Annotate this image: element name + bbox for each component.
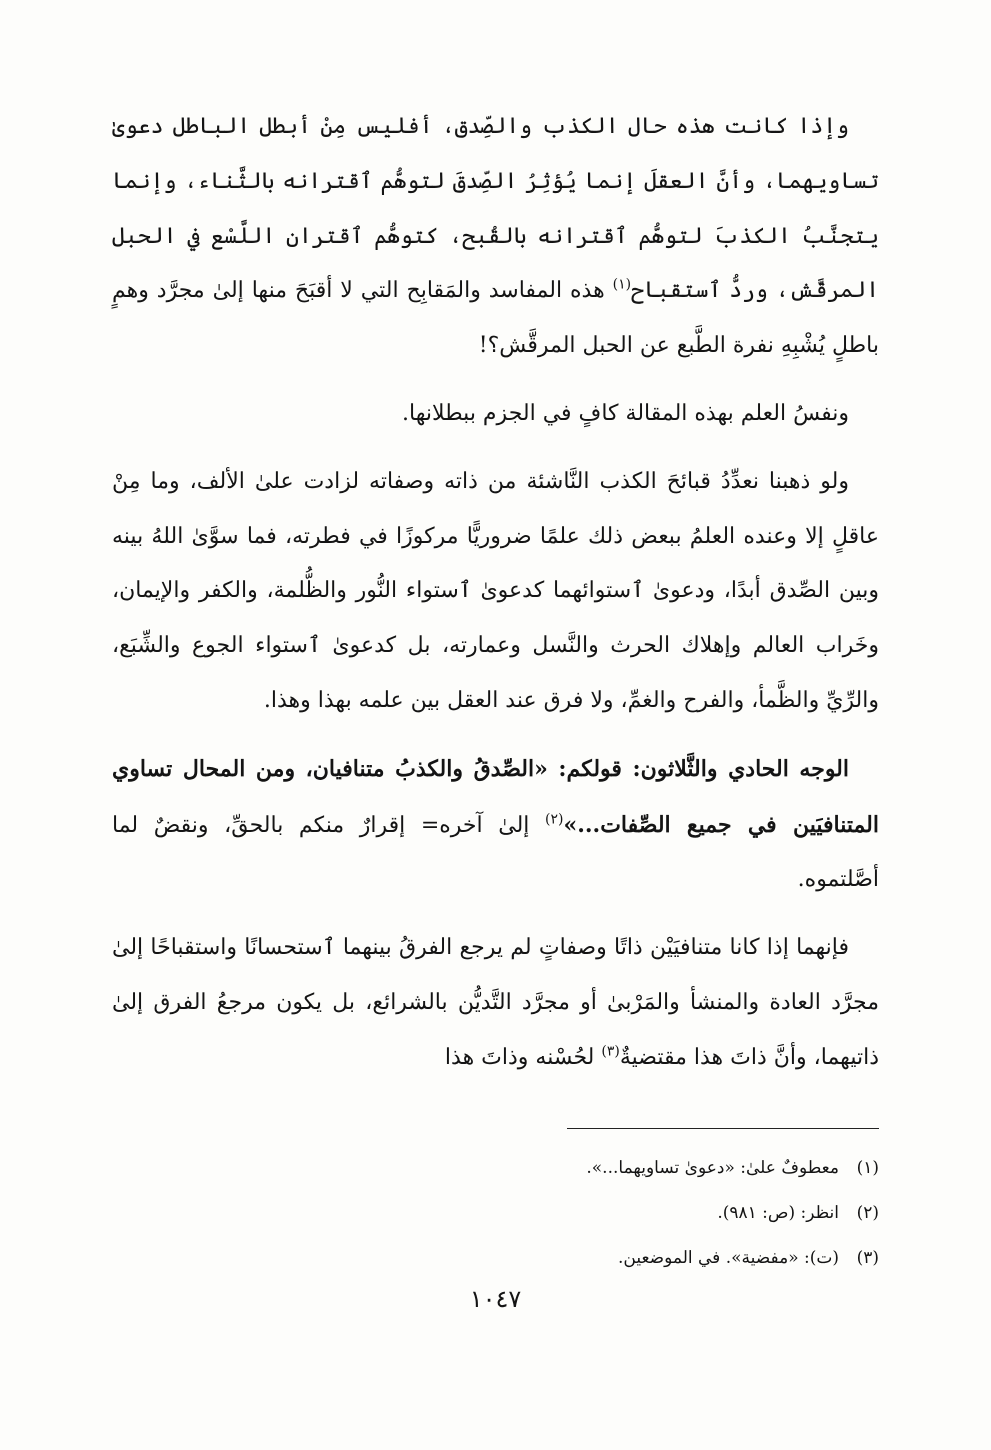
paragraph-2: ونفسُ العلم بهذه المقالة كافٍ في الجزم ببطلانها.	[402, 400, 849, 426]
main-text	[112, 100, 879, 1086]
footnote-number: (١)	[856, 1158, 879, 1178]
paragraph-5-text-cont: لحُسْنه وذاتَ هذا	[444, 1044, 602, 1070]
footnote-number: (٣)	[856, 1248, 879, 1268]
paragraph-1-text-cont: هذه المفاسد والمَقابِح التي لا أقبَحَ منها إلىٰ مجرَّد وهمٍ باطلٍ يُشْبِهِ نفرة الطَّبع عن الحبل المرقَّش؟!	[112, 278, 879, 359]
footnotes	[112, 1146, 879, 1281]
footnote-ref-2[interactable]: (٢)	[545, 811, 564, 828]
section-heading: الوجه الحادي والثَّلاثون: قولكم: «الصِّدقُ والكذبُ متنافيان، ومن المحال تساوي المتنافيَين في جميع الصِّفات...»	[112, 755, 879, 838]
paragraph-5	[112, 921, 879, 1085]
paragraph-1-text: وإذا كانت هذه حال الكذب والصِّدق، أفليس مِنْ أبطل الباطل دعوىٰ تساويهما، وأنَّ العقلَ إنما يُؤثِرُ الصِّدقَ لتوهُّم ٱقترانه بالثَّناء، وإنما يتجنَّبُ الكذبَ لتوهُّم ٱقترانه بالقُبح، كتوهُّم ٱقتران اللَّسْع في الحبل المرقَّش، وردُّ ٱستقباح	[112, 114, 879, 304]
footnote-1	[112, 1146, 879, 1191]
paragraph-1	[112, 100, 879, 374]
footnote-3	[112, 1236, 879, 1281]
paragraph-4	[112, 742, 879, 908]
paragraph-5-text: فإنهما إذا كانا متنافيَيْن ذاتًا وصفاتٍ لم يرجع الفرقُ بينهما ٱستحسانًا واستقباحًا إلىٰ مجرَّد العادة والمنشأ والمَرْبىٰ أو مجرَّد التَّديُّن بالشرائع، بل يكون مرجعُ الفرق إلىٰ ذاتيهما، وأنَّ ذاتَ هذا مقتضيةٌ	[112, 935, 879, 1070]
paragraph-3: ولو ذهبنا نعدِّدُ قبائحَ الكذب النَّاشئة من ذاته وصفاته لزادت علىٰ الألف، وما مِنْ عاقلٍ إلا وعنده العلمُ ببعض ذلك علمًا ضروريًّا مركوزًا في فطرته، فما سوَّىٰ اللهُ بينه وبين الصِّدق أبدًا، ودعوىٰ ٱستوائهما كدعوىٰ ٱستواء النُّور والظُّلمة، والكفر والإيمان، وخَراب العالم وإهلاك الحرث والنَّسل وعمارته، بل كدعوىٰ ٱستواء الجوع والشِّبَع، والرِّيِّ والظَّمأ، والفرح والغمِّ، ولا فرق عند العقل بين علمه بهذا وهذا.	[112, 468, 879, 713]
footnote-text: انظر: (ص: ٩٨١).	[717, 1203, 839, 1223]
footnote-text: معطوفٌ علىٰ: «دعوىٰ تساويهما...».	[586, 1158, 839, 1178]
footnote-number: (٢)	[856, 1203, 879, 1223]
footnote-separator	[567, 1128, 879, 1129]
footnote-ref-3[interactable]: (٣)	[601, 1043, 620, 1060]
footnote-ref-1[interactable]: (١)	[612, 277, 632, 294]
footnote-text: (ت): «مفضية». في الموضعين.	[617, 1248, 839, 1268]
footnote-2	[112, 1191, 879, 1236]
page-number: ١٠٤٧	[469, 1285, 522, 1313]
paragraph-4-text: إلىٰ آخره= إقرارٌ منكم بالحقِّ، ونقضٌ لما أصَّلتموه.	[112, 812, 879, 893]
